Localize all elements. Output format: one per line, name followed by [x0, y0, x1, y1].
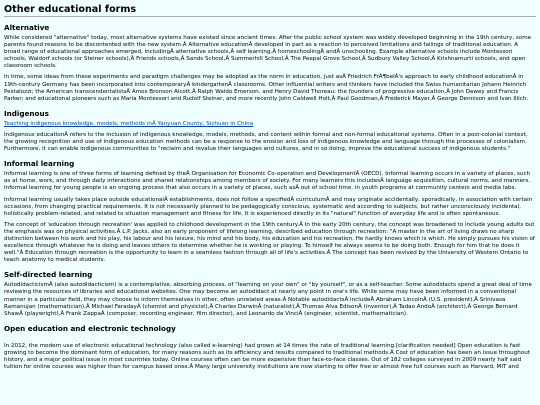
section-heading-alternative: Alternative: [4, 23, 50, 32]
paragraph: Indigenous educationÂ refers to the inclusion of indigenous knowledge, models, methods, and content within formal and non-formal educational systems. Often in a post-colonial context, the growing recognition and use of indigenous education methods can be a response to the erosion and loss of indigenous knowledge and language through the processes of colonialism. Furthermore, it can enable indigenous communities to "reclaim and revalue their languages and cultures, and in so doing, improve the educational success of indigenous students.": [4, 131, 528, 153]
section-heading-self-directed-learning: Self-directed learning: [4, 270, 93, 280]
page-title: Other educational forms: [4, 4, 536, 17]
paragraph: Informal learning usually takes place outside educationalÂ establishments, does not follow a specifiedÂ curriculumÂ and may originate accidentally, sporadically, in association with certain occasions, from changing practical requirements. It is not necessarily planned to be pedagogically conscious, systematic and according to subjects, but rather unconsciously incidental, holistically problem-related, and related to situation management and fitness for life. It is experienced directly in its "natural" function of everyday life and is often spontaneous.: [4, 196, 533, 217]
image-placeholder: [4, 336, 536, 343]
paragraph: While considered "alternative" today, most alternative systems have existed since ancient times. After the public school system was widely developed beginning in the 19th century, some parents found reasons to be discontented with the new system.Â Alternative educationÂ developed in part as a reaction to perceived limitations and failings of traditional education. A broad range of educational approaches emerged, includingÂ alternative schools,Â self learning,Â homeschoolingÂ andÂ unschooling. Example alternative schools include Montessori schools, Waldorf schools (or Steiner schools),Â Friends schools,Â Sands School,Â Summerhill School,Â The Peepal Grove School,Â Sudbury Valley School,Â Krishnamurti schools, and open classroom schools.: [4, 35, 532, 70]
paragraph: AutodidacticismÂ (also autodidacticism) is a contemplative, absorbing process, of "learning on your own" or "by yourself", or as a self-teacher. Some autodidacts spend a great deal of time reviewing the resources of libraries and educational websites. One may become an autodidact at nearly any point in one's life. While some may have been informed in a conventional manner in a particular field, they may choose to inform themselves in other, often unrelated areas.Â Notable autodidactsÂ includeÂ Abraham LincolnÂ (U.S. president),Â Srinivasa Ramanujan (mathematician),Â Michael FaradayÂ (chemist and physicist),Â Charles DarwinÂ (naturalist),Â Thomas Alva EdisonÂ (inventor),Â Tadao AndoÂ (architect),Â George Bernard ShawÂ (playwright),Â Frank ZappaÂ (composer, recording engineer, film director), and Leonardo da VinciÂ (engineer, scientist, mathematician).: [4, 282, 532, 317]
section-heading-informal-learning: Informal learning: [4, 159, 75, 169]
section-heading-indigenous: Indigenous: [4, 108, 49, 118]
paragraph: Informal learning is one of three forms of learning defined by theÂ Organisation for Economic Co-operation and DevelopmentÂ (OECD). Informal learning occurs in a variety of places, such as at home, work, and through daily interactions and shared relationships among members of society. For many learners this includesÂ language acquisition, cultural norms, and manners. Informal learning for young people is an ongoing process that also occurs in a variety of places, such asÂ out of school time, in youth programs at community centers and media labs.: [4, 171, 531, 192]
section-heading-open-education: Open education and electronic technology: [4, 323, 176, 333]
image-caption-link[interactable]: Teaching indigenous knowledge, models, methods inÂ Yanyuan County, Sichuan in China: [4, 120, 254, 127]
paragraph: In 2012, the modern use of electronic educational technology (also called e-learning) had grown at 14 times the rate of traditional learning.[clarification needed] Open education is fast growing to become the dominant form of education, for many reasons such as its efficiency and results compared to traditional methods.Â Cost of education has been an issue throughout history, and a major political issue in most countries today. Online courses often can be more expensive than face-to-face classes. Out of 182 colleges surveyed in 2009 nearly half said tuition for online courses was higher than for campus based ones.Â Many large university institutions are now starting to offer free or almost free full courses such as Harvard, MIT and: [4, 342, 530, 371]
paragraph: The concept of 'education through recreation' was applied to childhood development in the 19th century.Â In the early 20th century, the concept was broadened to include young adults but the emphasis was on physical activities.Â L.P. Jacks, also an early proponent of lifelong learning, described education through recreation: "A master in the art of living draws no sharp distinction between his work and his play, his labour and his leisure, his mind and his body, his education and his recreation. He hardly knows which is which. He simply pursues his vision of excellence through whatever he is doing and leaves others to determine whether he is working or playing. To himself he always seems to be doing both. Enough for him that he does it well."Â Education through recreation is the opportunity to learn in a seamless fashion through all of life's activities.Â The concept has been revived by the University of Western Ontario to teach anatomy to medical students.: [4, 221, 535, 264]
paragraph: In time, some ideas from these experiments and paradigm challenges may be adopted as the norm in education, just asÂ Friedrich FrÃ¶belÂ's approach to early childhood educationÂ in 19th-century Germany has been incorporated into contemporaryÂ kindergartenÂ classrooms. Other influential writers and thinkers have included the Swiss humanitarian Johann Heinrich Pestalozzi; the American transcendentalistsÂ Amos Bronson Alcott,Â Ralph Waldo Emerson, and Henry David Thoreau; the founders of progressive education,Â John Dewey and Francis Parker; and educational pioneers such as Maria Montessori and Rudolf Steiner, and more recently John Caldwell Holt,Â Paul Goodman,Â Frederick Mayer,Â George Dennison and Ivan Illich.: [4, 74, 529, 102]
